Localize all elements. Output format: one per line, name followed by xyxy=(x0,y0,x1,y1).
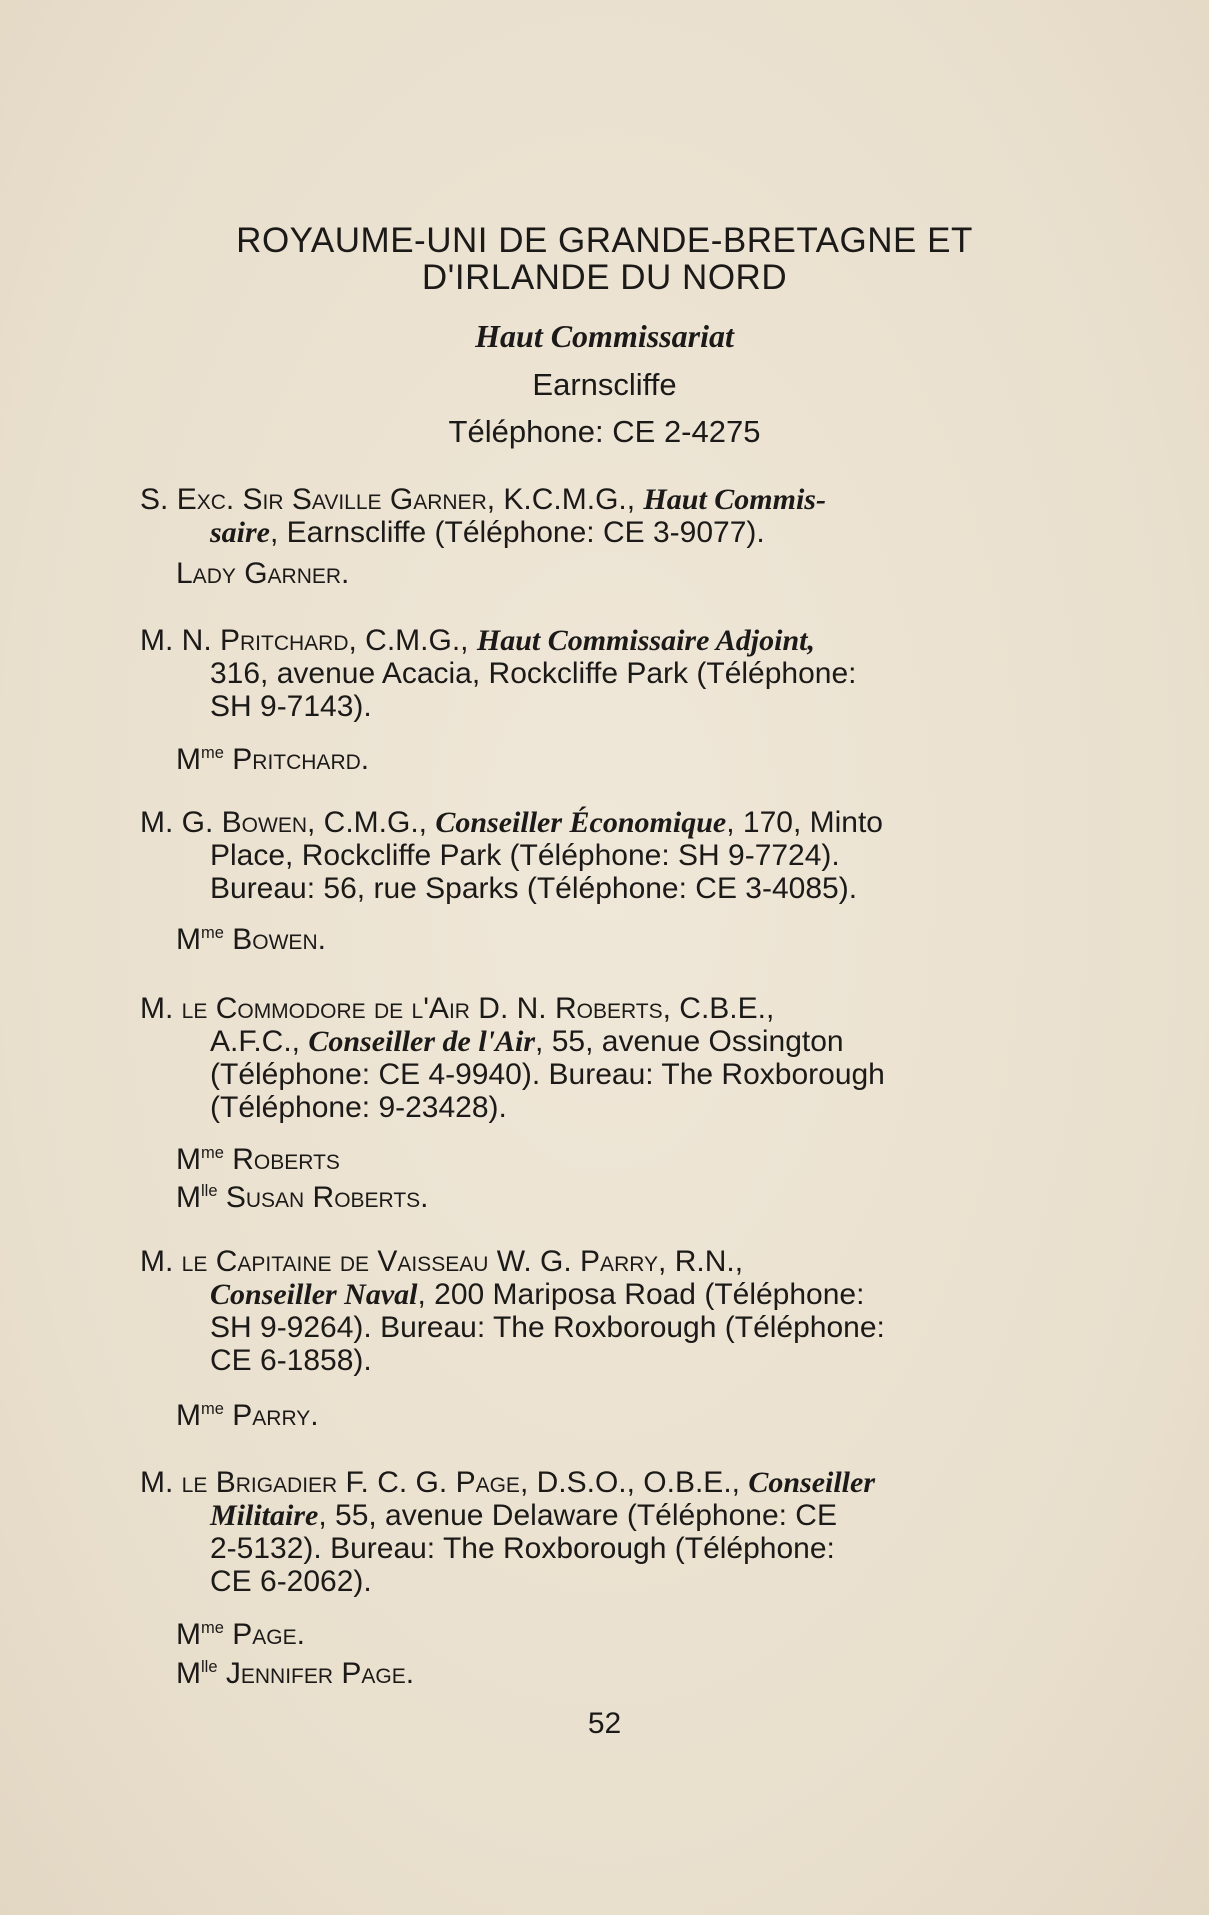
entry-text: A.F.C., xyxy=(210,1025,309,1058)
entry-line: SH 9-7143). xyxy=(210,690,372,723)
office-type: Haut Commissariat xyxy=(475,318,734,354)
entry-line: 316, avenue Acacia, Rockcliffe Park (Téléphone: xyxy=(210,657,857,690)
entry-line: 2-5132). Bureau: The Roxborough (Téléphone: xyxy=(210,1532,835,1565)
daughter-entry xyxy=(176,1175,429,1214)
entry-military-adviser xyxy=(140,1466,1052,1598)
spouse-name: Page. xyxy=(232,1618,305,1651)
entry-rank: le Commodore de l'Air xyxy=(181,992,470,1025)
spouse-prefix: $M^{me}$ xyxy=(176,743,224,776)
page-number: 52 xyxy=(587,1707,622,1740)
entry-name: Roberts xyxy=(554,992,663,1025)
entry-text: W. G. xyxy=(488,1245,581,1278)
spouse-name: Pritchard. xyxy=(232,743,370,776)
entry-line xyxy=(140,483,1052,516)
entry-rank: le Capitaine de Vaisseau xyxy=(181,1245,489,1278)
spouse-entry xyxy=(176,737,369,776)
entry-name: Parry xyxy=(580,1245,659,1278)
spouse-name: Parry. xyxy=(232,1399,319,1432)
entry-line xyxy=(140,516,1052,549)
heading-line-2: D'IRLANDE DU NORD xyxy=(421,258,788,297)
entry-text: M. xyxy=(140,1466,182,1499)
entry-text: , C.B.E., xyxy=(662,992,775,1025)
entry-text: , C.M.G., xyxy=(307,806,436,839)
entry-line xyxy=(140,1278,1052,1311)
entry-text: , 170, Minto xyxy=(726,806,883,839)
entry-title: saire xyxy=(210,516,270,549)
spouse-name: Roberts xyxy=(232,1143,340,1176)
spouse-prefix: $M^{lle}$ xyxy=(176,1657,218,1690)
entry-title: Haut Commis- xyxy=(643,483,826,516)
heading-line-1: ROYAUME-UNI DE GRANDE-BRETAGNE ET xyxy=(236,221,973,260)
spouse-name: Lady Garner. xyxy=(176,557,350,590)
entry-line xyxy=(140,1025,1052,1058)
entry-line: SH 9-9264). Bureau: The Roxborough (Téléphone: xyxy=(210,1311,885,1344)
entry-text: F. C. G. xyxy=(337,1466,456,1499)
entry-text: , Earnscliffe (Téléphone: CE 3-9077). xyxy=(270,516,765,549)
entry-title: Conseiller de l'Air xyxy=(308,1025,536,1058)
spouse-entry xyxy=(176,917,326,956)
entry-high-commissioner xyxy=(140,483,1052,549)
spouse-prefix: $M^{me}$ xyxy=(176,1618,224,1651)
entry-name: Pritchard xyxy=(220,624,349,657)
office-phone: Téléphone: CE 2-4275 xyxy=(448,414,761,449)
spouse-name: Susan Roberts. xyxy=(225,1181,429,1214)
entry-title: Conseiller Économique xyxy=(435,806,727,839)
entry-title: Conseiller xyxy=(748,1466,876,1499)
entry-text: S. xyxy=(140,483,177,516)
entry-title: Conseiller Naval xyxy=(210,1278,418,1311)
entry-title: Militaire xyxy=(210,1499,319,1532)
spouse-entry xyxy=(176,1137,340,1176)
entry-line: (Téléphone: CE 4-9940). Bureau: The Roxborough xyxy=(210,1058,885,1091)
country-heading xyxy=(0,222,1209,296)
spouse-prefix: $M^{lle}$ xyxy=(176,1181,218,1214)
entry-line xyxy=(140,1466,1052,1499)
entry-economic-counsellor xyxy=(140,806,1052,905)
entry-line xyxy=(140,992,1052,1025)
entry-text: , C.M.G., xyxy=(348,624,477,657)
entry-line xyxy=(140,1245,1052,1278)
entry-text: , 55, avenue Ossington xyxy=(535,1025,844,1058)
entry-rank: le Brigadier xyxy=(181,1466,338,1499)
spouse-prefix: $M^{me}$ xyxy=(176,923,224,956)
spouse-name: Bowen. xyxy=(232,923,326,956)
spouse-entry xyxy=(176,1393,319,1432)
entry-line xyxy=(140,624,1052,657)
office-address: Earnscliffe xyxy=(532,367,677,402)
entry-text: , K.C.M.G., xyxy=(486,483,644,516)
entry-text: M. N. xyxy=(140,624,220,657)
entry-text: M. xyxy=(140,992,182,1025)
entry-text: D. N. xyxy=(469,992,555,1025)
entry-text: , 200 Mariposa Road (Téléphone: xyxy=(417,1278,865,1311)
entry-line: (Téléphone: 9-23428). xyxy=(210,1091,507,1124)
spouse-prefix: $M^{me}$ xyxy=(176,1143,224,1176)
entry-naval-adviser xyxy=(140,1245,1052,1377)
entry-deputy-high-commissioner xyxy=(140,624,1052,723)
spouse-prefix: $M^{me}$ xyxy=(176,1399,224,1432)
entry-name: Exc. Sir Saville Garner xyxy=(176,483,487,516)
entry-line xyxy=(140,1499,1052,1532)
spouse-name: Jennifer Page. xyxy=(225,1657,415,1690)
entry-text: , 55, avenue Delaware (Téléphone: CE xyxy=(318,1499,837,1532)
entry-text: , D.S.O., O.B.E., xyxy=(519,1466,749,1499)
entry-line: Place, Rockcliffe Park (Téléphone: SH 9-7724). xyxy=(210,839,840,872)
entry-line: CE 6-2062). xyxy=(210,1565,372,1598)
entry-line xyxy=(140,806,1052,839)
entry-line: CE 6-1858). xyxy=(210,1344,372,1377)
entry-title: Haut Commissaire Adjoint, xyxy=(476,624,815,657)
entry-text: , R.N., xyxy=(658,1245,744,1278)
daughter-entry xyxy=(176,1651,414,1690)
entry-name: Page xyxy=(455,1466,520,1499)
spouse-entry xyxy=(176,1612,305,1651)
entry-name: Bowen xyxy=(221,806,308,839)
entry-line: Bureau: 56, rue Sparks (Téléphone: CE 3-4085). xyxy=(210,872,858,905)
entry-text: M. xyxy=(140,1245,182,1278)
entry-air-adviser xyxy=(140,992,1052,1124)
entry-text: M. G. xyxy=(140,806,222,839)
